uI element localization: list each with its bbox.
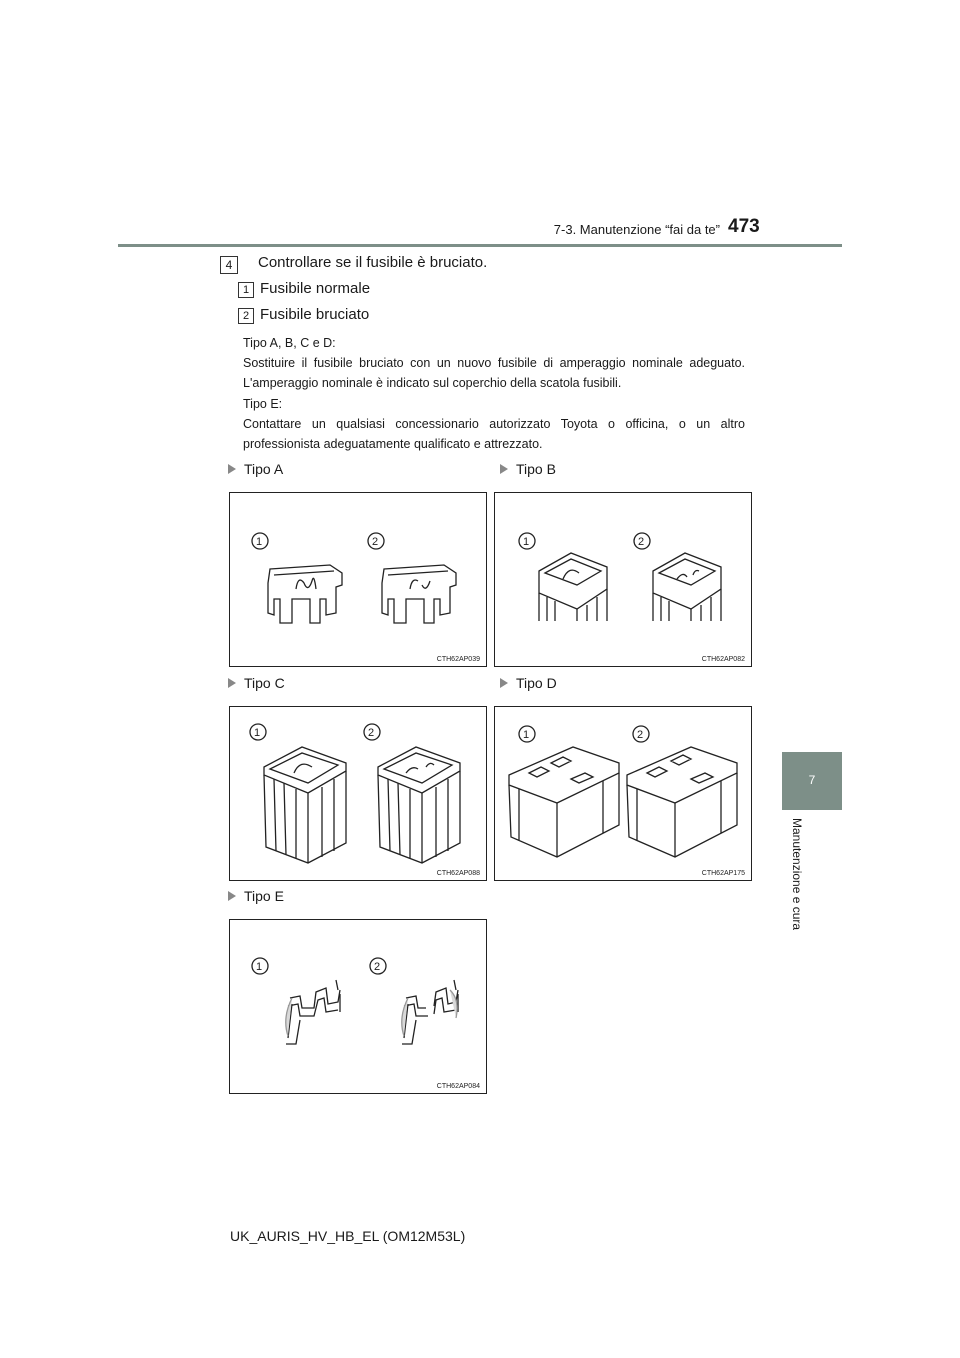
callout-number: 2 xyxy=(372,536,379,548)
section-title: 7-3. Manutenzione “fai da te” xyxy=(553,222,720,237)
figure-label: Tipo E xyxy=(228,888,284,904)
figure-tipo-d xyxy=(494,706,752,881)
callout-number: 1 xyxy=(523,729,530,741)
header-divider xyxy=(118,244,842,247)
note-title: Tipo A, B, C e D: xyxy=(243,336,336,350)
callout-number: 1 xyxy=(254,727,261,739)
chapter-number: 7 xyxy=(808,773,816,787)
page-number: 473 xyxy=(728,216,760,237)
note-title: Tipo E: xyxy=(243,397,283,411)
figure-tipo-e xyxy=(229,919,487,1094)
note-body: Sostituire il fusibile bruciato con un nuovo fusibile di amperaggio nominale adeguato. L'amperaggio nominale è indicato sul coperchio della scatola fusibili. xyxy=(243,356,745,390)
chapter-tab xyxy=(782,752,842,810)
figure-code: CTH62AP082 xyxy=(701,656,745,663)
fuse-type-b-illustration xyxy=(495,493,751,666)
fuse-type-c-illustration xyxy=(230,707,486,880)
callout-number: 2 xyxy=(368,727,375,739)
step-number-box: 4 xyxy=(220,256,238,274)
fuse-type-d-illustration xyxy=(495,707,751,880)
item-label: Fusibile bruciato xyxy=(260,306,370,323)
figure-code: CTH62AP084 xyxy=(436,1083,480,1090)
figure-tipo-c xyxy=(229,706,487,881)
arrow-icon xyxy=(500,678,508,688)
item-label: Fusibile normale xyxy=(260,280,371,297)
callout-number: 2 xyxy=(374,961,381,973)
note-block xyxy=(243,394,745,454)
callout-number: 1 xyxy=(256,961,263,973)
arrow-icon xyxy=(228,464,236,474)
callout-number: 1 xyxy=(523,536,530,548)
fuse-type-e-illustration xyxy=(230,920,486,1093)
figure-code: CTH62AP039 xyxy=(436,656,480,663)
figure-tipo-a xyxy=(229,492,487,667)
item-number-box: 2 xyxy=(238,308,254,324)
figure-label: Tipo C xyxy=(228,675,285,691)
figure-tipo-b xyxy=(494,492,752,667)
chapter-title-vertical xyxy=(784,818,810,1038)
arrow-icon xyxy=(228,678,236,688)
figure-code: CTH62AP088 xyxy=(436,870,480,877)
document-id: UK_AURIS_HV_HB_EL (OM12M53L) xyxy=(230,1228,466,1244)
arrow-icon xyxy=(500,464,508,474)
callout-number: 2 xyxy=(637,729,644,741)
callout-number: 2 xyxy=(638,536,645,548)
callout-number: 1 xyxy=(256,536,263,548)
note-body: Contattare un qualsiasi concessionario autorizzato Toyota o officina, o un altro professionista adeguatamente qualificato e attrezzato. xyxy=(243,417,745,451)
figure-label: Tipo A xyxy=(228,461,283,477)
figure-label: Tipo B xyxy=(500,461,556,477)
figure-label: Tipo D xyxy=(500,675,557,691)
step-text: Controllare se il fusibile è bruciato. xyxy=(258,254,488,271)
arrow-icon xyxy=(228,891,236,901)
item-number-box: 1 xyxy=(238,282,254,298)
note-block xyxy=(243,333,745,393)
fuse-type-a-illustration xyxy=(230,493,486,666)
chapter-title: Manutenzione e cura xyxy=(790,818,804,931)
figure-code: CTH62AP175 xyxy=(701,870,745,877)
